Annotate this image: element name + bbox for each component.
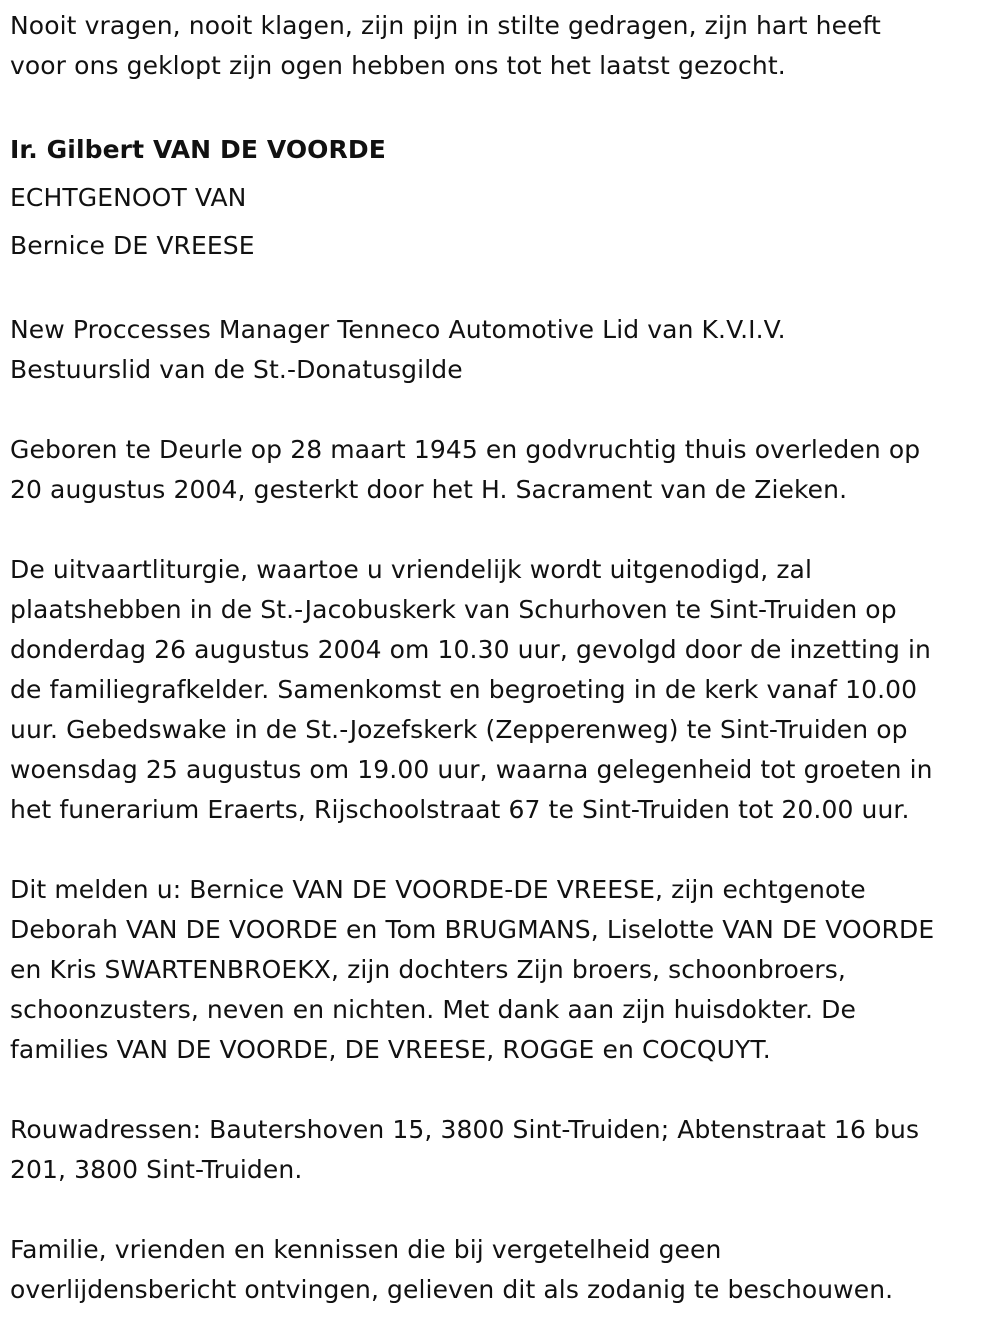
announcers-text: Dit melden u: Bernice VAN DE VOORDE-DE VREESE, zijn echtgenote Deborah VAN DE VOORDE en Tom BRUGMANS, Liselotte VAN DE VOORDE en Kris SWARTENBROEKX, zijn dochters Zijn broers, schoonbroers, schoonzusters, neven en nichten. Met dank aan zijn huisdokter. De families VAN DE VOORDE, DE VREESE, ROGGE en COCQUYT.	[10, 875, 935, 1064]
relation-label: ECHTGENOOT VAN	[10, 183, 247, 212]
occupation-text: New Proccesses Manager Tenneco Automotive Lid van K.V.I.V. Bestuurslid van de St.-Donatusgilde	[10, 315, 786, 384]
addresses-block	[10, 1110, 995, 1190]
announcers-block	[10, 870, 995, 1070]
poem-block	[10, 6, 995, 86]
closing-block	[10, 1230, 995, 1310]
deceased-block	[10, 126, 995, 270]
birth-death-block	[10, 430, 995, 510]
spouse-name: Bernice DE VREESE	[10, 231, 255, 260]
obituary-document	[10, 6, 995, 1310]
funeral-block	[10, 550, 995, 830]
closing-text: Familie, vrienden en kennissen die bij vergetelheid geen overlijdensbericht ontvingen, gelieven dit als zodanig te beschouwen.	[10, 1235, 894, 1304]
deceased-name: Ir. Gilbert VAN DE VOORDE	[10, 135, 386, 164]
birth-death-text: Geboren te Deurle op 28 maart 1945 en godvruchtig thuis overleden op 20 augustus 2004, gesterkt door het H. Sacrament van de Zieken.	[10, 435, 921, 504]
poem-text: Nooit vragen, nooit klagen, zijn pijn in stilte gedragen, zijn hart heeft voor ons geklopt zijn ogen hebben ons tot het laatst gezocht.	[10, 11, 881, 80]
addresses-text: Rouwadressen: Bautershoven 15, 3800 Sint-Truiden; Abtenstraat 16 bus 201, 3800 Sint-Truiden.	[10, 1115, 920, 1184]
funeral-text: De uitvaartliturgie, waartoe u vriendelijk wordt uitgenodigd, zal plaatshebben in de St.-Jacobuskerk van Schurhoven te Sint-Truiden op donderdag 26 augustus 2004 om 10.30 uur, gevolgd door de inzetting in de familiegrafkelder. Samenkomst en begroeting in de kerk vanaf 10.00 uur. Gebedswake in de St.-Jozefskerk (Zepperenweg) te Sint-Truiden op woensdag 25 augustus om 19.00 uur, waarna gelegenheid tot groeten in het funerarium Eraerts, Rijschoolstraat 67 te Sint-Truiden tot 20.00 uur.	[10, 555, 933, 824]
occupation-block	[10, 310, 995, 390]
